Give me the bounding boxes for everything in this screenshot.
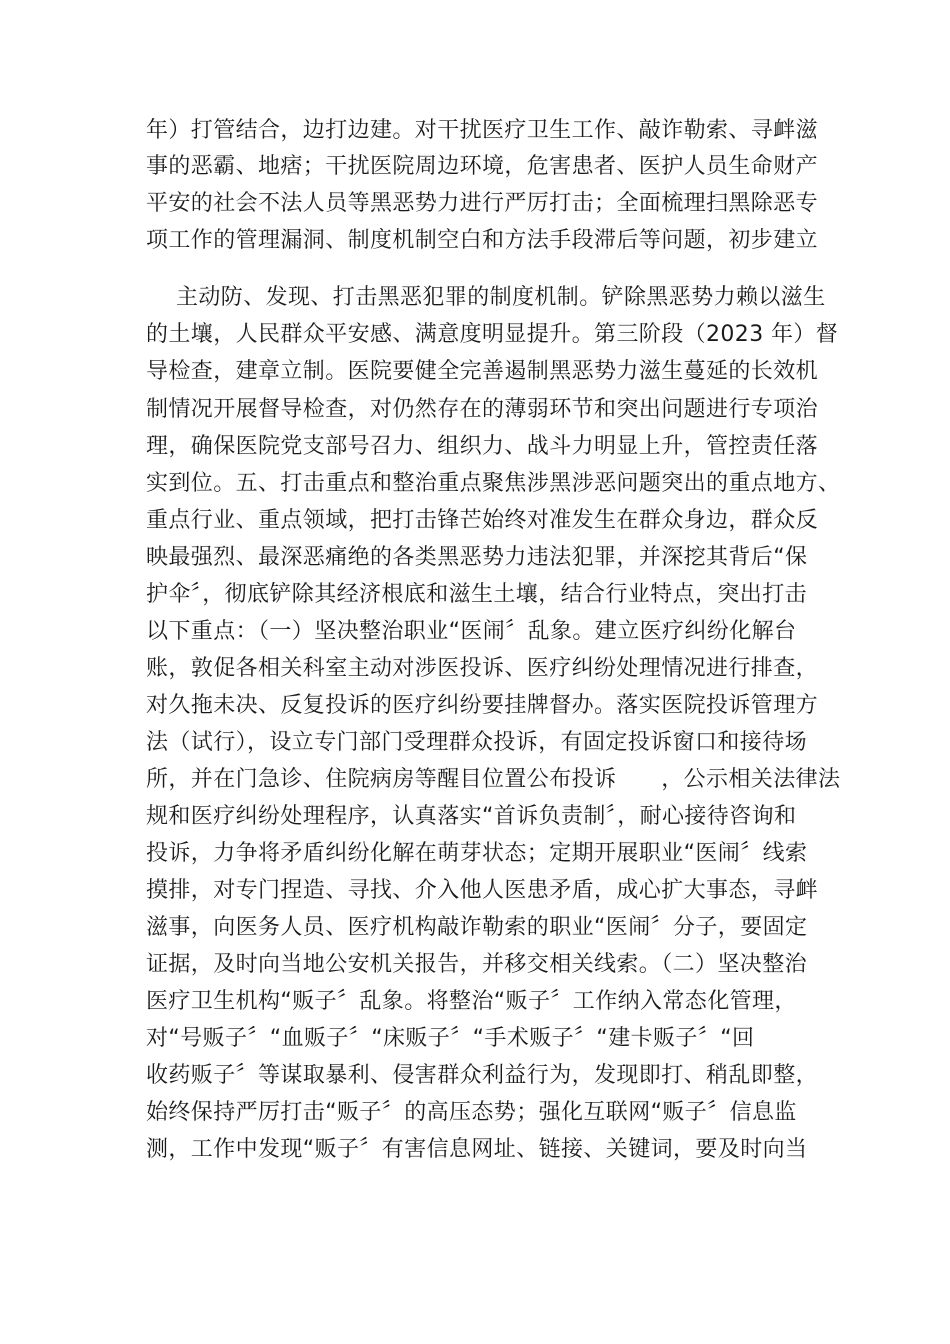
text-line: 年）打管结合，边打边建。对干扰医疗卫生工作、敲诈勒索、寻衅滋 [146,118,819,143]
text-line: 规和医疗纠纷处理程序，认真落实“首诉负责制〞，耐心接待咨询和 [146,804,797,829]
text-line: 的土壤，人民群众平安感、满意度明显提升。第三阶段（2023 年）督 [146,322,839,347]
text-line: 映最强烈、最深恶痛绝的各类黑恶势力违法犯罪，并深挖其背后“保 [146,545,808,570]
text-line: 始终保持严厉打击“贩子〞的高压态势；强化互联网“贩子〞信息监 [146,1100,797,1125]
text-line: 法（试行），设立专门部门受理群众投诉，有固定投诉窗口和接待场 [146,730,808,755]
text-line: 账，敦促各相关科室主动对涉医投诉、医疗纠纷处理情况进行排查， [146,656,819,681]
text-line: 对久拖未决、反复投诉的医疗纠纷要挂牌督办。落实医院投诉管理方 [146,693,819,718]
text-line: 重点行业、重点领域，把打击锋芒始终对准发生在群众身边，群众反 [146,508,819,533]
text-line: 制情况开展督导检查，对仍然存在的薄弱环节和突出问题进行专项治 [146,397,819,422]
text-line: 项工作的管理漏洞、制度机制空白和方法手段滞后等问题，初步建立 [146,228,819,253]
text-line: 主动防、发现、打击黑恶犯罪的制度机制。铲除黑恶势力赖以滋生 [176,285,826,310]
text-line: 收药贩子〞等谋取暴利、侵害群众利益行为，发现即打、稍乱即整， [146,1063,819,1088]
text-line: 以下重点：（一）坚决整治职业“医闹〞乱象。建立医疗纠纷化解台 [146,619,797,644]
text-line: 实到位。五、打击重点和整治重点聚焦涉黑涉恶问题突出的重点地方、 [146,471,841,496]
text-line: 滋事，向医务人员、医疗机构敲诈勒索的职业“医闹〞分子，要固定 [146,915,808,940]
text-line: 理，确保医院党支部号召力、组织力、战斗力明显上升，管控责任落 [146,434,819,459]
text-line: 证据，及时向当地公安机关报告，并移交相关线索。（二）坚决整治 [146,952,808,977]
text-line: 测，工作中发现“贩子〞有害信息网址、链接、关键词，要及时向当 [146,1137,808,1162]
text-line: 平安的社会不法人员等黑恶势力进行严厉打击；全面梳理扫黑除恶专 [146,191,819,216]
text-line: 导检查，建章立制。医院要健全完善遏制黑恶势力滋生蔓延的长效机 [146,359,819,384]
text-line: 对“号贩子〞“血贩子〞“床贩子〞“手术贩子〞“建卡贩子〞“回 [146,1026,755,1051]
text-line: 事的恶霸、地痞；干扰医院周边环境，危害患者、医护人员生命财产 [146,154,819,179]
text-line: 护伞〞，彻底铲除其经济根底和滋生土壤，结合行业特点，突出打击 [146,582,808,607]
text-line: 医疗卫生机构“贩子〞乱象。将整治“贩子〞工作纳入常态化管理， [146,989,797,1014]
text-line: 摸排，对专门捏造、寻找、介入他人医患矛盾，成心扩大事态，寻衅 [146,878,819,903]
text-line: 投诉，力争将矛盾纠纷化解在萌芽状态；定期开展职业“医闹〞线索 [146,841,808,866]
text-line: 所，并在门急诊、住院病房等醒目位置公布投诉 ，公示相关法律法 [146,767,841,792]
